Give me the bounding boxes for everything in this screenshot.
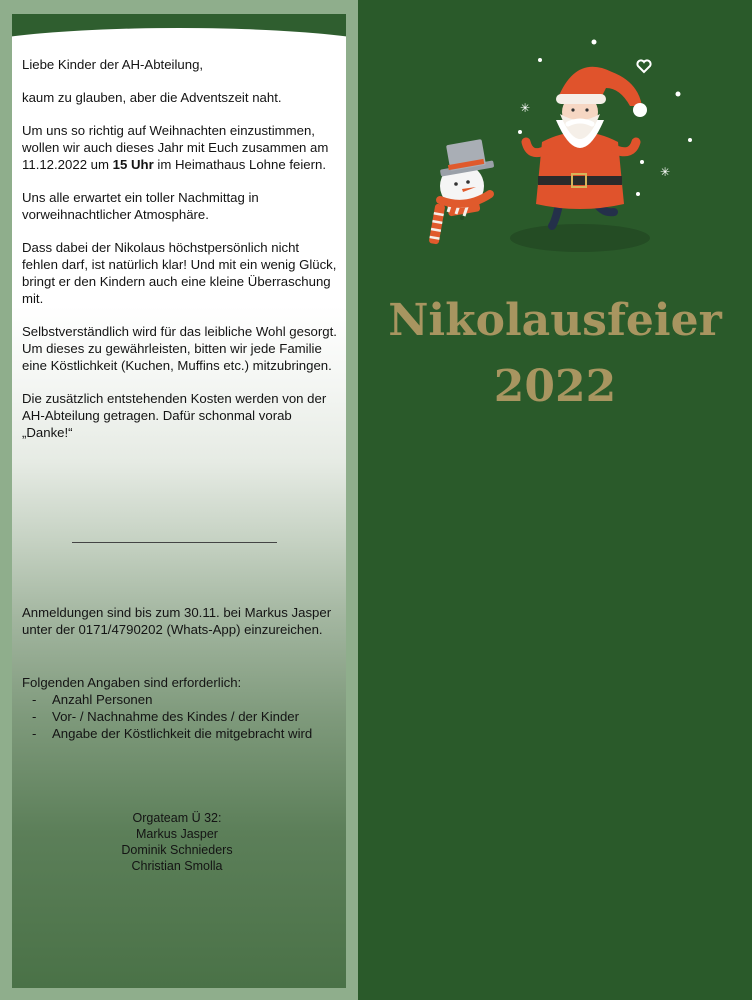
- letter-paragraph-4: Dass dabei der Nikolaus höchstpersönlich nicht fehlen darf, ist natürlich klar! Und mit ein wenig Glück, bringt er den Kindern auch eine kleine Überraschung mit.: [22, 240, 337, 306]
- orgateam-member: Christian Smolla: [131, 859, 223, 873]
- heart-icon: [637, 60, 650, 72]
- event-time: 15 Uhr: [112, 157, 154, 172]
- orgateam-block: [82, 810, 272, 874]
- svg-text:✳: ✳: [660, 165, 671, 179]
- letter-greeting: Liebe Kinder der AH-Abteilung,: [22, 57, 204, 72]
- orgateam-title: Orgateam Ü 32:: [132, 811, 222, 825]
- letter-paragraph-2: [22, 122, 338, 173]
- letter-paragraph-5: Selbstverständlich wird für das leibliche Wohl gesorgt. Um dieses zu gewährleisten, bitten wir jede Familie eine Köstlichkeit (Kuchen, Muffins etc.) mitzubringen.: [22, 324, 337, 373]
- letter-body: [22, 56, 338, 457]
- list-item-text: Anzahl Personen: [52, 692, 153, 707]
- letter-paragraph-3: Uns alle erwartet ein toller Nachmittag in vorweihnachtlicher Atmosphäre.: [22, 190, 259, 222]
- date-sentence-end: im Heimathaus Lohne feiern.: [153, 157, 326, 172]
- letter-paragraph-6: Die zusätzlich entstehenden Kosten werden von der AH-Abteilung getragen. Dafür schonmal vorab „Danke!“: [22, 391, 327, 440]
- list-item-text: Vor- / Nachnahme des Kindes / der Kinder: [52, 709, 300, 724]
- list-item: - Vor- / Nachnahme des Kindes / der Kinder: [32, 709, 300, 724]
- snowman-icon: [429, 139, 495, 244]
- letter-paragraph-1: kaum zu glauben, aber die Adventszeit naht.: [22, 90, 282, 105]
- orgateam-member: Markus Jasper: [136, 827, 218, 841]
- registration-text: Anmeldungen sind bis zum 30.11. bei Markus Jasper unter der 0171/4790202 (Whats-App) einzureichen.: [22, 605, 332, 637]
- requirements-title: Folgenden Angaben sind erforderlich:: [22, 675, 242, 690]
- santa-claus-icon: [526, 67, 647, 226]
- svg-text:✳: ✳: [520, 101, 531, 115]
- headline-title: Nikolausfeier: [388, 295, 722, 346]
- christmas-illustration: [410, 32, 710, 282]
- requirements-list: [22, 691, 342, 742]
- list-item-text: Angabe der Köstlichkeit die mitgebracht wird: [52, 726, 313, 741]
- date-sentence-start: Um uns so richtig auf Weihnachten einzustimmen, wollen wir auch dieses Jahr mit Euch zusammen am 11.12.2022 um: [22, 123, 329, 172]
- headline-year: 2022: [493, 361, 617, 412]
- ground-shadow: [510, 224, 650, 252]
- orgateam-member: Dominik Schnieders: [121, 843, 233, 857]
- letter-panel: [12, 14, 346, 988]
- signature-divider: [72, 542, 277, 543]
- list-item: - Angabe der Köstlichkeit die mitgebracht wird: [32, 726, 313, 741]
- list-item: - Anzahl Personen: [32, 692, 153, 707]
